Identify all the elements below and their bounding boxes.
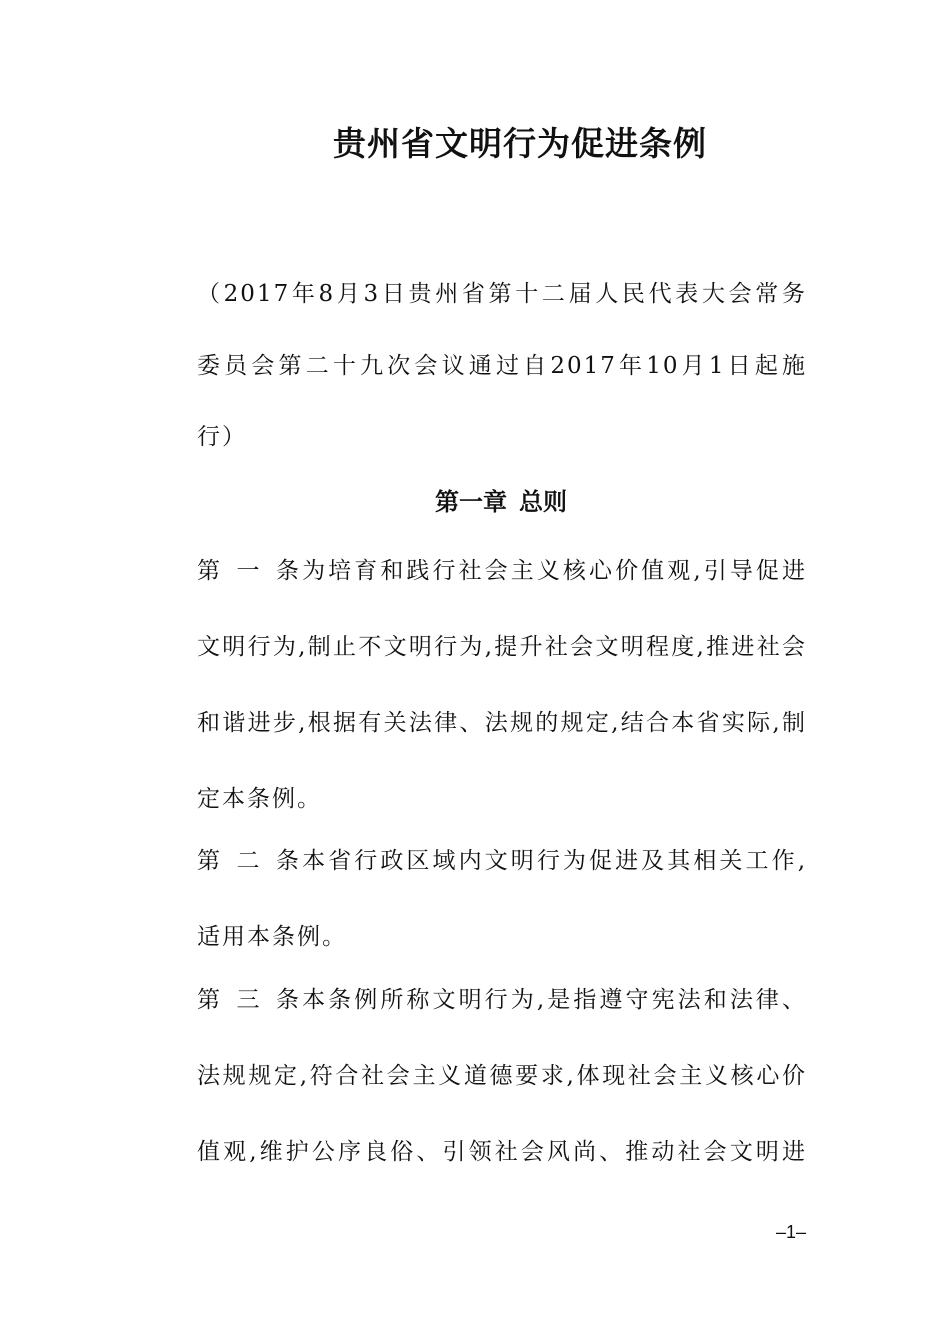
article-text: 为培育和践行社会主义核心价值观,引导促进	[301, 558, 807, 584]
article-2-line-2: 适用本条例。	[197, 924, 347, 950]
chapter-heading	[0, 482, 950, 517]
article-label: 第二条	[197, 848, 301, 874]
article-text: 本条例所称文明行为,是指遵守宪法和法律、	[301, 987, 807, 1013]
article-2-line-1	[197, 842, 807, 875]
article-text: 本省行政区域内文明行为促进及其相关工作,	[301, 848, 807, 874]
preamble-line-1: （2017年8月3日贵州省第十二届人民代表大会常务	[197, 281, 807, 307]
article-label: 第三条	[197, 987, 301, 1013]
chapter-number: 第一章	[435, 487, 507, 516]
article-1-line-3: 和谐进步,根据有关法律、法规的规定,结合本省实际,制	[197, 710, 807, 736]
article-3-line-3: 值观,维护公序良俗、引领社会风尚、推动社会文明进	[197, 1139, 807, 1165]
article-3-line-2: 法规规定,符合社会主义道德要求,体现社会主义核心价	[197, 1063, 807, 1089]
article-3-line-1	[197, 981, 807, 1014]
page-number: –1–	[775, 1222, 806, 1242]
chapter-name: 总则	[519, 487, 567, 516]
article-1-line-1	[197, 552, 807, 585]
document-title: 贵州省文明行为促进条例	[333, 124, 707, 163]
preamble-line-3: 行）	[197, 424, 247, 450]
article-1-line-2: 文明行为,制止不文明行为,提升社会文明程度,推进社会	[197, 634, 807, 660]
preamble-line-2: 委员会第二十九次会议通过自2017年10月1日起施	[197, 353, 807, 379]
article-1-line-4: 定本条例。	[197, 786, 322, 812]
article-label: 第一条	[197, 558, 301, 584]
